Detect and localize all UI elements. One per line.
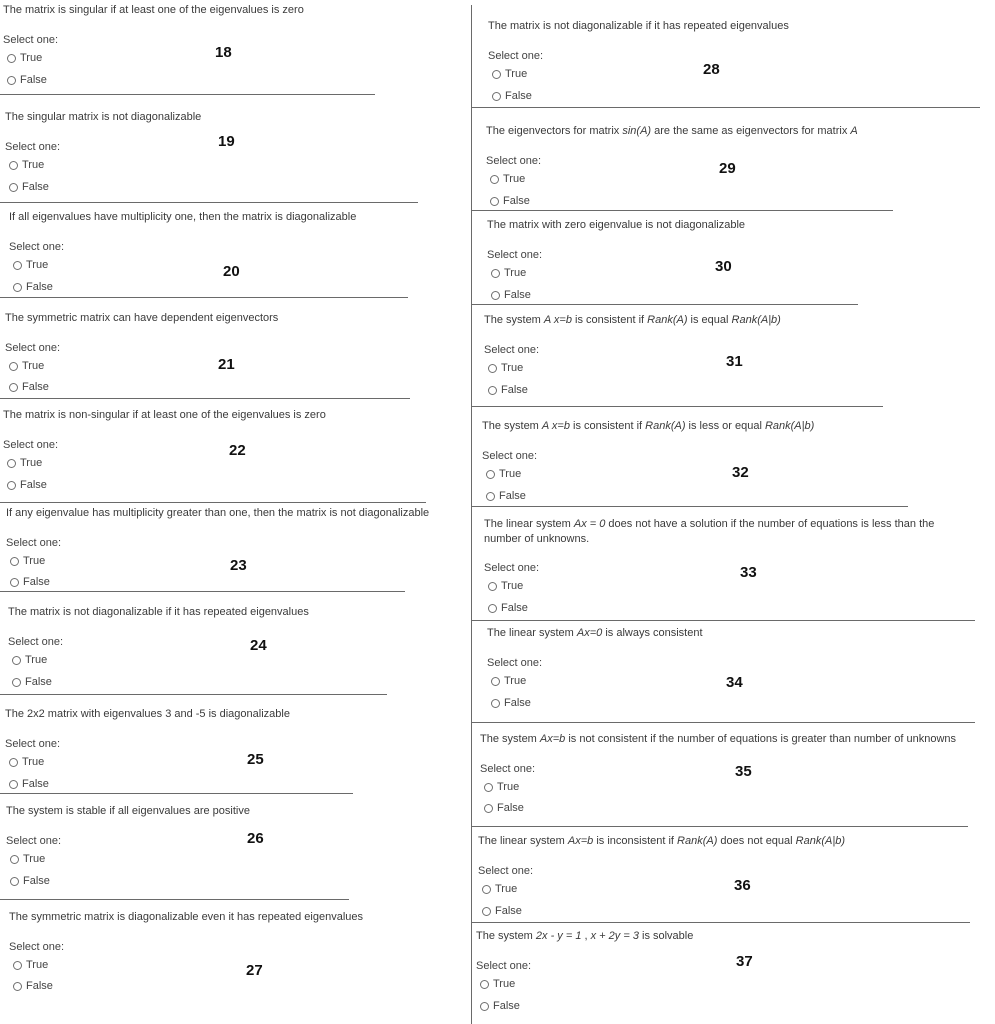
question-number: 24 [250,637,267,654]
true-option-label: True [20,457,43,469]
true-option[interactable] [491,267,526,279]
divider [472,722,975,723]
true-option-label: True [504,675,527,687]
false-option[interactable] [482,905,522,917]
select-one-label: Select one: [480,763,536,775]
false-option[interactable] [491,289,531,301]
false-option[interactable] [9,381,49,393]
true-radio[interactable] [486,470,495,479]
select-one-label: Select one: [8,636,64,648]
divider [472,506,908,507]
question-text: If all eigenvalues have multiplicity one, then the matrix is diagonalizable [9,211,357,223]
true-radio[interactable] [491,269,500,278]
question-text: If any eigenvalue has multiplicity greater than one, then the matrix is not diagonalizable [6,507,430,519]
question-text: The system A x=b is consistent if Rank(A) is less or equal Rank(A|b) [482,420,815,432]
false-radio[interactable] [484,804,493,813]
false-option[interactable] [12,676,52,688]
false-option[interactable] [13,980,53,992]
select-one-label: Select one: [476,960,532,972]
true-radio[interactable] [7,459,16,468]
true-option[interactable] [490,173,525,185]
select-one-label: Select one: [5,141,61,153]
divider [0,899,349,900]
false-option[interactable] [488,384,528,396]
question-text: The matrix is singular if at least one of the eigenvalues is zero [3,4,304,16]
select-one-label: Select one: [478,865,534,877]
true-radio[interactable] [13,961,22,970]
false-radio[interactable] [491,291,500,300]
false-option-label: False [26,980,53,992]
select-one-label: Select one: [6,835,62,847]
question-number: 26 [247,830,264,847]
true-option[interactable] [9,360,44,372]
false-radio[interactable] [7,76,16,85]
divider [0,694,387,695]
false-option[interactable] [10,875,50,887]
question-text: The system is stable if all eigenvalues are positive [6,805,250,817]
true-radio[interactable] [484,783,493,792]
question-text: The eigenvectors for matrix sin(A) are the same as eigenvectors for matrix A [486,125,858,137]
divider [0,793,353,794]
true-option-label: True [20,52,43,64]
true-option[interactable] [10,555,45,567]
false-option-label: False [25,676,52,688]
true-option-label: True [25,654,48,666]
true-option-label: True [495,883,518,895]
false-option[interactable] [484,802,524,814]
true-radio[interactable] [492,70,501,79]
question-number: 33 [740,564,757,581]
false-option-label: False [23,875,50,887]
false-option-label: False [501,384,528,396]
false-radio[interactable] [10,578,19,587]
true-option-label: True [22,756,45,768]
select-one-label: Select one: [482,450,538,462]
false-option[interactable] [486,490,526,502]
true-radio[interactable] [10,855,19,864]
question-number: 35 [735,763,752,780]
true-option-label: True [504,267,527,279]
question-text: The singular matrix is not diagonalizable [5,111,202,123]
question-text: The matrix is not diagonalizable if it has repeated eigenvalues [488,20,789,32]
true-option-label: True [22,159,45,171]
select-one-label: Select one: [487,249,543,261]
true-option[interactable] [486,468,521,480]
question-number: 19 [218,133,235,150]
false-option[interactable] [13,281,53,293]
false-radio[interactable] [492,92,501,101]
false-option[interactable] [491,697,531,709]
true-option-label: True [26,959,49,971]
divider [472,304,858,305]
question-number: 23 [230,557,247,574]
question-text: The system A x=b is consistent if Rank(A) is equal Rank(A|b) [484,314,781,326]
divider [0,398,410,399]
question-text: The linear system Ax=b is inconsistent if Rank(A) does not equal Rank(A|b) [478,835,845,847]
question-text: The symmetric matrix is diagonalizable even it has repeated eigenvalues [9,911,364,923]
select-one-label: Select one: [6,537,62,549]
false-radio[interactable] [9,780,18,789]
question-text: The system Ax=b is not consistent if the number of equations is greater than number of unknowns [480,733,957,745]
divider [472,826,968,827]
select-one-label: Select one: [484,344,540,356]
false-option-label: False [20,479,47,491]
false-option-label: False [22,181,49,193]
false-radio[interactable] [488,386,497,395]
true-radio[interactable] [7,54,16,63]
false-option-label: False [497,802,524,814]
select-one-label: Select one: [3,34,59,46]
question-text: The symmetric matrix can have dependent eigenvectors [5,312,279,324]
false-option[interactable] [10,576,50,588]
false-option-label: False [493,1000,520,1012]
question-number: 31 [726,353,743,370]
select-one-label: Select one: [5,738,61,750]
true-radio[interactable] [10,557,19,566]
false-option-label: False [495,905,522,917]
true-option[interactable] [488,580,523,592]
false-option[interactable] [9,181,49,193]
divider [472,210,893,211]
false-option[interactable] [488,602,528,614]
true-option[interactable] [7,457,42,469]
false-option[interactable] [7,74,47,86]
question-text: The matrix with zero eigenvalue is not diagonalizable [487,219,746,231]
false-option[interactable] [7,479,47,491]
false-option[interactable] [9,778,49,790]
false-option-label: False [22,381,49,393]
true-radio[interactable] [488,582,497,591]
select-one-label: Select one: [5,342,61,354]
question-number: 28 [703,61,720,78]
false-radio[interactable] [491,699,500,708]
false-option-label: False [23,576,50,588]
true-option[interactable] [10,853,45,865]
divider [472,107,980,108]
question-text: The matrix is non-singular if at least one of the eigenvalues is zero [3,409,326,421]
question-number: 34 [726,674,743,691]
question-number: 22 [229,442,246,459]
true-option[interactable] [7,52,42,64]
select-one-label: Select one: [9,241,65,253]
false-option-label: False [501,602,528,614]
select-one-label: Select one: [3,439,59,451]
divider [472,620,975,621]
question-number: 18 [215,44,232,61]
false-radio[interactable] [10,877,19,886]
question-number: 27 [246,962,263,979]
false-radio[interactable] [13,982,22,991]
question-text: The linear system Ax = 0 does not have a solution if the number of equations is less than the number of unknowns. [484,518,935,545]
false-option[interactable] [480,1000,520,1012]
true-radio[interactable] [13,261,22,270]
question-number: 25 [247,751,264,768]
true-option[interactable] [491,675,526,687]
true-radio[interactable] [12,656,21,665]
question-text: The matrix is not diagonalizable if it has repeated eigenvalues [8,606,309,618]
select-one-label: Select one: [484,562,540,574]
false-radio[interactable] [9,183,18,192]
question-number: 32 [732,464,749,481]
question-number: 36 [734,877,751,894]
true-option-label: True [23,853,46,865]
question-text: The system 2x - y = 1 , x + 2y = 3 is solvable [476,930,694,942]
false-option-label: False [22,778,49,790]
question-number: 29 [719,160,736,177]
true-option-label: True [505,68,528,80]
false-option-label: False [504,697,531,709]
true-option-label: True [503,173,526,185]
select-one-label: Select one: [488,50,544,62]
true-option-label: True [493,978,516,990]
true-option[interactable] [484,781,519,793]
divider [0,502,426,503]
false-option-label: False [20,74,47,86]
true-option[interactable] [13,259,48,271]
false-radio[interactable] [486,492,495,501]
false-radio[interactable] [482,907,491,916]
true-option[interactable] [12,654,47,666]
true-radio[interactable] [9,161,18,170]
true-option-label: True [501,362,524,374]
divider [472,922,970,923]
false-option[interactable] [492,90,532,102]
false-radio[interactable] [490,197,499,206]
select-one-label: Select one: [486,155,542,167]
divider [0,591,405,592]
true-option[interactable] [13,959,48,971]
divider [472,406,883,407]
false-radio[interactable] [7,481,16,490]
true-option[interactable] [488,362,523,374]
select-one-label: Select one: [487,657,543,669]
true-option[interactable] [480,978,515,990]
true-radio[interactable] [491,677,500,686]
question-text: The linear system Ax=0 is always consistent [487,627,703,639]
true-radio[interactable] [490,175,499,184]
divider [0,202,418,203]
true-radio[interactable] [9,362,18,371]
true-radio[interactable] [482,885,491,894]
divider [0,297,408,298]
question-text: The 2x2 matrix with eigenvalues 3 and -5 is diagonalizable [5,708,290,720]
divider [0,94,375,95]
true-option-label: True [23,555,46,567]
false-option[interactable] [490,195,530,207]
false-radio[interactable] [13,283,22,292]
false-option-label: False [26,281,53,293]
false-radio[interactable] [488,604,497,613]
true-option-label: True [497,781,520,793]
true-radio[interactable] [9,758,18,767]
true-option-label: True [499,468,522,480]
false-radio[interactable] [9,383,18,392]
false-option-label: False [505,90,532,102]
true-option-label: True [22,360,45,372]
true-option[interactable] [9,159,44,171]
true-radio[interactable] [488,364,497,373]
false-radio[interactable] [12,678,21,687]
false-option-label: False [499,490,526,502]
true-option-label: True [26,259,49,271]
true-radio[interactable] [480,980,489,989]
true-option[interactable] [9,756,44,768]
question-number: 20 [223,263,240,280]
true-option[interactable] [482,883,517,895]
true-option[interactable] [492,68,527,80]
false-option-label: False [503,195,530,207]
question-number: 37 [736,953,753,970]
question-number: 21 [218,356,235,373]
false-option-label: False [504,289,531,301]
column-divider [471,5,472,1024]
false-radio[interactable] [480,1002,489,1011]
question-number: 30 [715,258,732,275]
select-one-label: Select one: [9,941,65,953]
true-option-label: True [501,580,524,592]
